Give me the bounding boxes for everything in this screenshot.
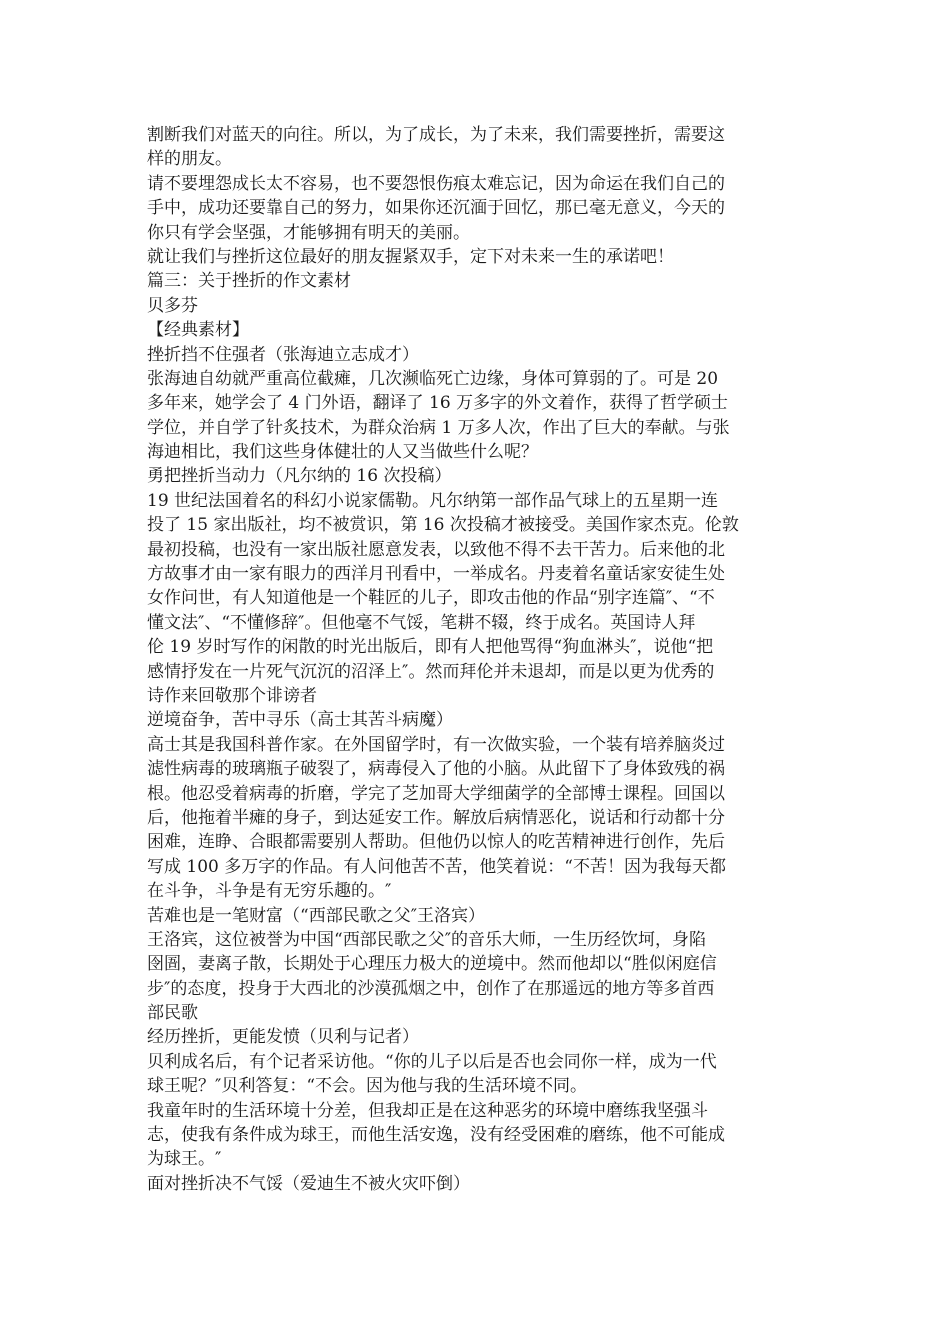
text-line: 感情抒发在一片死气沉沉的沼泽上″。然而拜伦并未退却，而是以更为优秀的 [147, 661, 715, 682]
text-line: 我童年时的生活环境十分差，但我却正是在这种恶劣的环境中磨练我坚强斗 [147, 1100, 708, 1121]
text-line: 贝多芬 [147, 295, 198, 316]
text-line: 女作问世，有人知道他是一个鞋匠的儿子，即攻击他的作品“别字连篇″、“不 [147, 588, 715, 609]
text-line: 囹圄，妻离子散，长期处于心理压力极大的逆境中。然而他却以“胜似闲庭信 [147, 954, 717, 975]
text-line: 海迪相比，我们这些身体健壮的人又当做些什么呢？ [147, 442, 538, 463]
text-line: 19 世纪法国着名的科幻小说家儒勒。凡尔纳第一部作品气球上的五星期一连 [147, 490, 719, 511]
text-line: 写成 100 多万字的作品。有人问他苦不苦，他笑着说：“不苦！因为我每天都 [147, 856, 726, 877]
text-line: 王洛宾，这位被誉为中国“西部民歌之父″的音乐大师，一生历经饮坷，身陷 [147, 929, 707, 950]
text-line: 诗作来回敬那个诽谤者 [147, 685, 317, 706]
text-line: 样的朋友。 [147, 149, 232, 170]
text-line: 为球王。″ [147, 1149, 222, 1170]
text-line: 贝利成名后，有个记者采访他。“你的儿子以后是否也会同你一样，成为一代 [147, 1051, 717, 1072]
text-line: 请不要埋怨成长太不容易，也不要怨恨伤痕太难忘记，因为命运在我们自己的 [147, 173, 725, 194]
document-body [147, 123, 803, 1196]
text-line: 后，他拖着半瘫的身子，到达延安工作。解放后病情恶化，说话和行动都十分 [147, 807, 725, 828]
text-line: 就让我们与挫折这位最好的朋友握紧双手，定下对未来一生的承诺吧！ [147, 246, 674, 267]
text-line: 割断我们对蓝天的向往。所以，为了成长，为了未来，我们需要挫折，需要这 [147, 125, 725, 145]
text-line: 学位，并自学了针炙技术，为群众治病 1 万多人次，作出了巨大的奉献。与张 [147, 417, 730, 438]
text-line: 方故事才由一家有眼力的西洋月刊看中，一举成名。丹麦着名童话家安徒生处 [147, 564, 725, 585]
text-line: 懂文法″、“不懂修辞″。但他毫不气馁，笔耕不辍，终于成名。英国诗人拜 [147, 612, 696, 633]
text-line: 篇三：关于挫折的作文素材 [147, 271, 351, 292]
text-line: 步″的态度，投身于大西北的沙漠孤烟之中，创作了在那遥远的地方等多首西 [147, 978, 715, 999]
text-line: 投了 15 家出版社，均不被赏识，第 16 次投稿才被接受。美国作家杰克。伦敦 [147, 515, 739, 536]
text-line: 张海迪自幼就严重高位截瘫，几次濒临死亡边缘，身体可算弱的了。可是 20 [147, 368, 719, 389]
text-line: 球王呢？″贝利答复：“不会。因为他与我的生活环境不同。 [147, 1076, 588, 1097]
text-line: 部民歌 [147, 1003, 198, 1024]
text-line: 根。他忍受着病毒的折磨，学完了芝加哥大学细菌学的全部博士课程。回国以 [147, 783, 725, 804]
text-line: 最初投稿，也没有一家出版社愿意发表，以致他不得不去干苦力。后来他的北 [147, 539, 725, 560]
text-line: 手中，成功还要靠自己的努力，如果你还沉湎于回忆，那已毫无意义，今天的 [147, 198, 725, 219]
text-line: 苦难也是一笔财富（“西部民歌之父″王洛宾） [147, 905, 486, 926]
text-line: 勇把挫折当动力（凡尔纳的 16 次投稿） [147, 466, 452, 487]
text-line: 滤性病毒的玻璃瓶子破裂了，病毒侵入了他的小脑。从此留下了身体致残的祸 [147, 759, 725, 780]
text-line: 逆境奋争，苦中寻乐（高士其苦斗病魔） [147, 710, 453, 731]
text-line: 志，使我有条件成为球王，而他生活安逸，没有经受困难的磨练，他不可能成 [147, 1125, 725, 1146]
text-line: 伦 19 岁时写作的闲散的时光出版后，即有人把他骂得“狗血淋头″，说他“把 [147, 637, 714, 658]
text-line: 【经典素材】 [147, 320, 249, 341]
text-line: 在斗争，斗争是有无穷乐趣的。″ [147, 881, 392, 902]
text-line: 面对挫折决不气馁（爱迪生不被火灾吓倒） [147, 1173, 470, 1194]
text-line: 高士其是我国科普作家。在外国留学时，有一次做实验，一个装有培养脑炎过 [147, 734, 725, 755]
text-line: 经历挫折，更能发愤（贝利与记者） [147, 1027, 419, 1048]
text-line: 困难，连睁、合眼都需要别人帮助。但他仍以惊人的吃苦精神进行创作，先后 [147, 832, 725, 853]
text-line: 你只有学会坚强，才能够拥有明天的美丽。 [147, 222, 470, 243]
text-line: 多年来，她学会了 4 门外语，翻译了 16 万多字的外文着作，获得了哲学硕士 [147, 393, 729, 414]
text-line: 挫折挡不住强者（张海迪立志成才） [147, 344, 419, 365]
